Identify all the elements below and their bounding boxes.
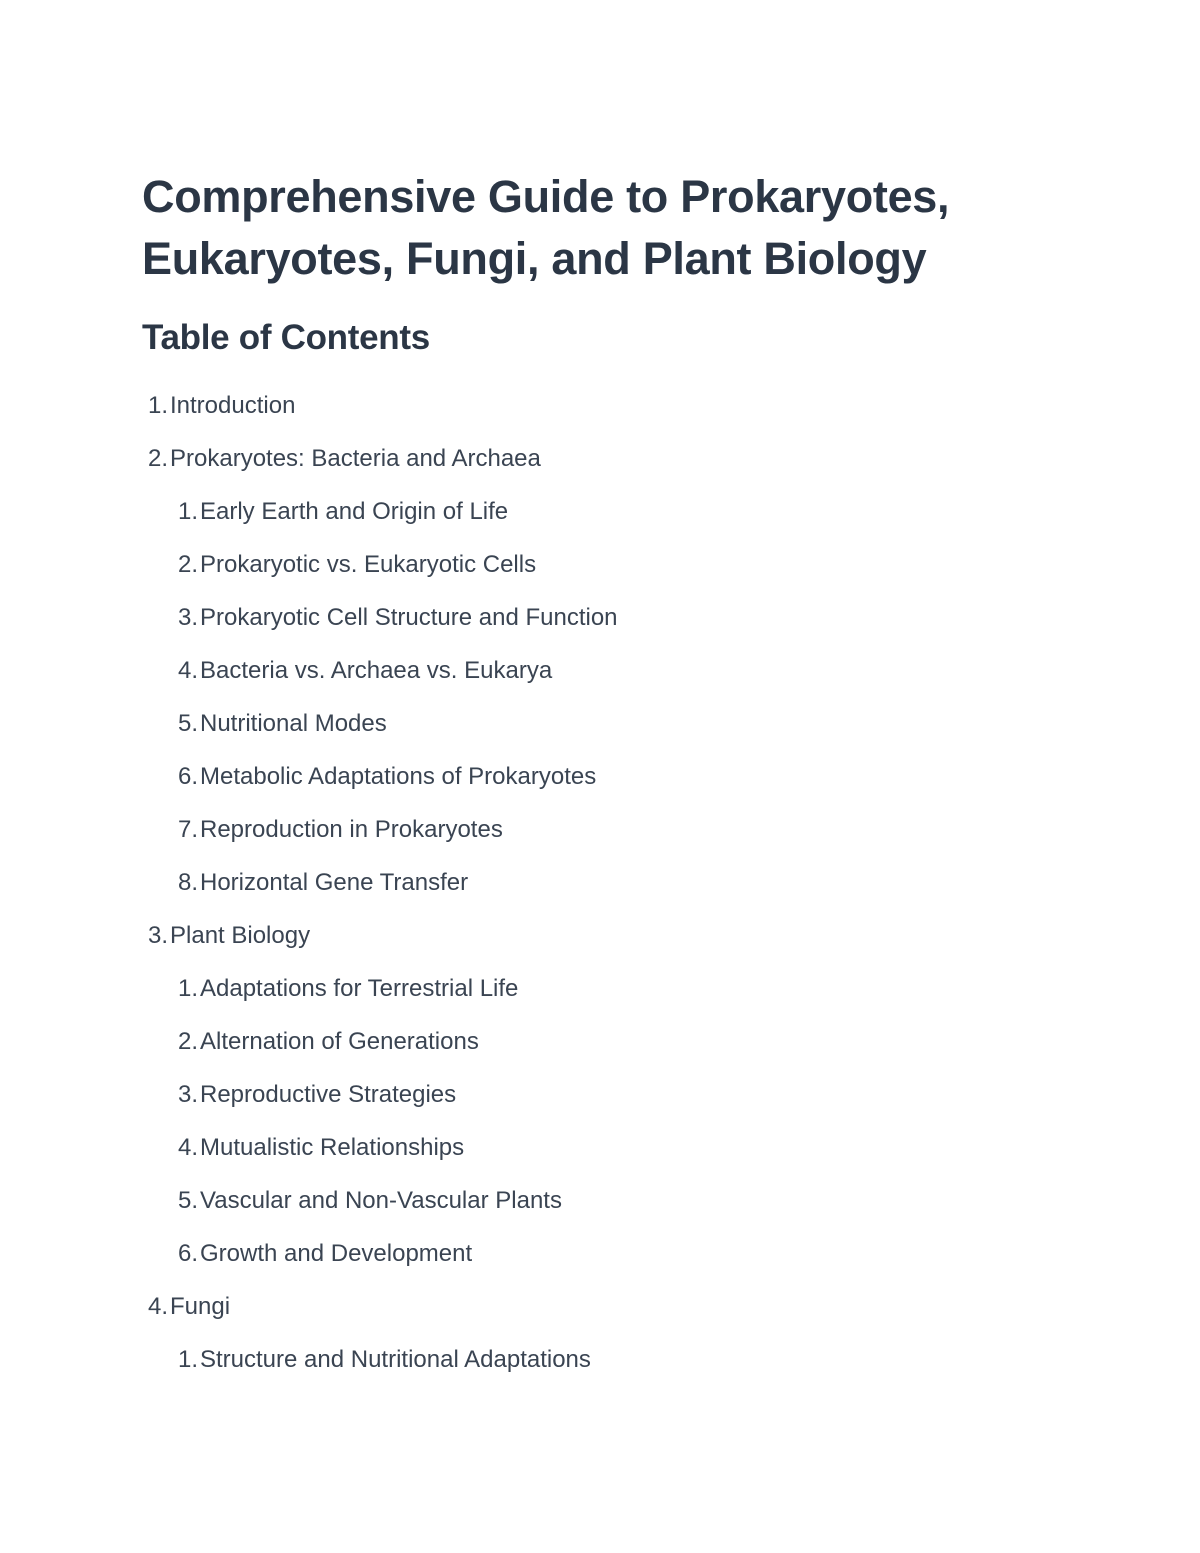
toc-item-label: Metabolic Adaptations of Prokaryotes [200, 763, 597, 790]
toc-item-number: 1. [147, 392, 168, 419]
toc-item-label: Prokaryotic Cell Structure and Function [200, 604, 618, 631]
toc-item-label: Reproductive Strategies [200, 1081, 457, 1108]
toc-subitem[interactable] [170, 866, 468, 900]
toc-item-number: 5. [177, 710, 198, 737]
toc-item-label: Prokaryotic vs. Eukaryotic Cells [200, 551, 537, 578]
toc-item-number: 7. [177, 816, 198, 843]
toc-item-number: 1. [177, 498, 198, 525]
toc-item-number: 5. [177, 1187, 198, 1214]
toc-subitem[interactable] [170, 601, 618, 635]
toc-subitem[interactable] [170, 495, 508, 529]
toc-item-label: Early Earth and Origin of Life [200, 498, 509, 525]
toc-item-number: 2. [177, 551, 198, 578]
toc-subitem[interactable] [170, 654, 552, 688]
toc-item-label: Bacteria vs. Archaea vs. Eukarya [200, 657, 553, 684]
toc-item[interactable] [140, 442, 541, 476]
toc-subitem[interactable] [170, 1025, 479, 1059]
document-title: Comprehensive Guide to Prokaryotes, Eukaryotes, Fungi, and Plant Biology [142, 171, 950, 284]
toc-item-number: 3. [177, 604, 198, 631]
toc-heading: Table of Contents [142, 318, 430, 357]
toc-subitem[interactable] [170, 1237, 472, 1271]
toc-item-number: 2. [147, 445, 168, 472]
toc-item-number: 6. [177, 1240, 198, 1267]
toc-item[interactable] [140, 919, 310, 953]
toc-item-label: Mutualistic Relationships [200, 1134, 465, 1161]
toc-item-label: Vascular and Non-Vascular Plants [200, 1187, 562, 1214]
toc-subitem[interactable] [170, 813, 503, 847]
toc-item-number: 3. [177, 1081, 198, 1108]
toc-item-label: Growth and Development [200, 1240, 473, 1267]
toc-subitem[interactable] [170, 1343, 591, 1377]
toc-item-label: Adaptations for Terrestrial Life [200, 975, 519, 1002]
toc-item-label: Nutritional Modes [200, 710, 387, 737]
toc-item-number: 4. [177, 657, 198, 684]
toc-item-label: Horizontal Gene Transfer [200, 869, 469, 896]
toc-item-number: 3. [147, 922, 168, 949]
toc-subitem[interactable] [170, 972, 518, 1006]
toc-item[interactable] [140, 1290, 230, 1324]
toc-item-number: 1. [177, 1346, 198, 1373]
toc-item-label: Plant Biology [170, 922, 311, 949]
toc-item-number: 1. [177, 975, 198, 1002]
toc-item-number: 4. [177, 1134, 198, 1161]
toc-item-label: Prokaryotes: Bacteria and Archaea [170, 445, 541, 472]
toc-subitem[interactable] [170, 548, 536, 582]
toc-item-number: 2. [177, 1028, 198, 1055]
toc-item[interactable] [140, 389, 295, 423]
toc-item-label: Introduction [170, 392, 296, 419]
toc-subitem[interactable] [170, 1078, 456, 1112]
toc-subitem[interactable] [170, 760, 596, 794]
toc-item-label: Reproduction in Prokaryotes [200, 816, 503, 843]
toc-subitem[interactable] [170, 1131, 464, 1165]
toc-item-label: Fungi [170, 1293, 231, 1320]
toc-item-label: Structure and Nutritional Adaptations [200, 1346, 591, 1373]
toc-subitem[interactable] [170, 1184, 562, 1218]
toc-item-number: 6. [177, 763, 198, 790]
toc-item-number: 8. [177, 869, 198, 896]
toc-subitem[interactable] [170, 707, 387, 741]
toc-item-number: 4. [147, 1293, 168, 1320]
toc-item-label: Alternation of Generations [200, 1028, 479, 1055]
